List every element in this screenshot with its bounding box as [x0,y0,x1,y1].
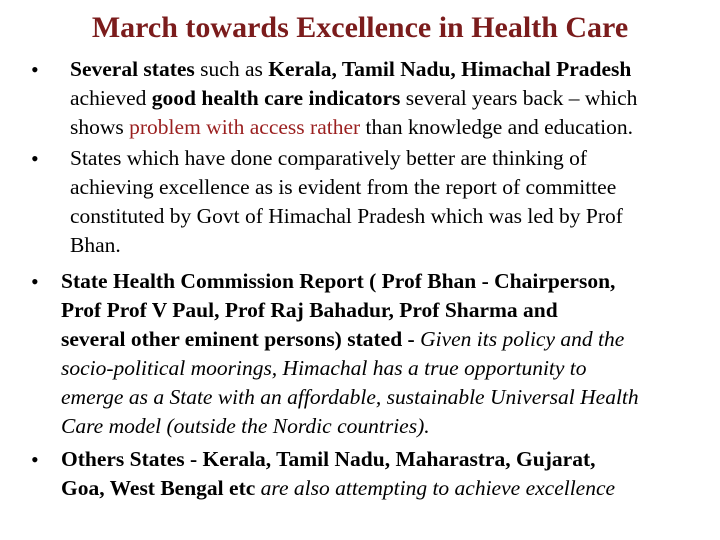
text-run: Goa, West Bengal etc [61,476,261,500]
text-run: than knowledge and education. [360,115,634,139]
bullet-marker: • [31,146,39,171]
text-line: Care model (outside the Nordic countries). [61,414,430,438]
bold-phrase: Kerala, Tamil Nadu, Himachal Pradesh [268,57,632,81]
text-line: Bhan. [70,233,121,257]
text-line [61,325,639,354]
text-line [70,55,637,84]
text-line [61,474,615,503]
text-line: emerge as a State with an affordable, sustainable Universal Health [61,385,639,409]
bullet-text [61,267,639,441]
bullet-text [61,445,615,503]
bold-phrase: good health care indicators [151,86,401,110]
text-run: achieved [70,86,152,110]
text-line: Others States - Kerala, Tamil Nadu, Maharastra, Gujarat, [61,447,596,471]
text-run: shows [70,115,130,139]
italic-phrase: Given its policy and the [420,327,625,351]
text-line: States which have done comparatively better are thinking of [70,146,588,170]
text-line: achieving excellence as is evident from the report of committee [70,175,617,199]
bullet-marker: • [31,269,39,294]
bullet-text [70,55,637,142]
text-run: such as [194,57,269,81]
italic-phrase: are also attempting to achieve excellence [260,476,616,500]
bullet-marker: • [31,447,39,472]
bold-phrase: Several states [70,57,195,81]
text-line: constituted by Govt of Himachal Pradesh which was led by Prof [70,204,623,228]
text-line [70,84,637,113]
text-line: State Health Commission Report ( Prof Bhan - Chairperson, [61,269,616,293]
bullet-text [70,144,623,260]
text-line: socio-political moorings, Himachal has a true opportunity to [61,356,587,380]
text-run: several years back – which [400,86,638,110]
text-line [70,113,637,142]
text-line: Prof Prof V Paul, Prof Raj Bahadur, Prof Sharma and [61,298,558,322]
text-run: several other eminent persons) stated - [61,327,421,351]
highlight-phrase: problem with access rather [129,115,361,139]
bullet-marker: • [31,57,39,82]
page-title: March towards Excellence in Health Care [91,11,629,44]
